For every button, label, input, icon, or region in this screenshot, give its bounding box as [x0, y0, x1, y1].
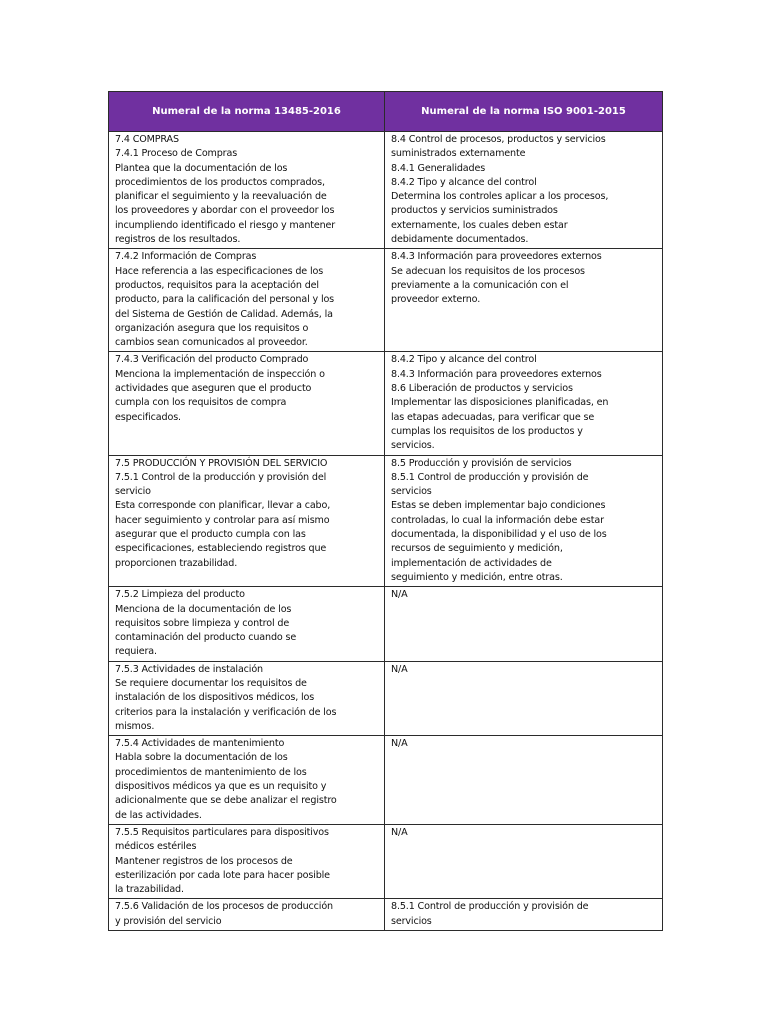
- cell-text-line: Plantea que la documentación de los: [115, 162, 288, 174]
- cell-text-line: los proveedores y abordar con el proveedor los: [115, 205, 335, 217]
- cell-text-line: seguimiento y medición, entre otras.: [391, 571, 563, 583]
- cell-iso-9001: [385, 899, 663, 931]
- cell-text-line: Hace referencia a las especificaciones de los: [115, 265, 324, 277]
- cell-text-line: 8.5 Producción y provisión de servicios: [391, 457, 572, 469]
- table-row: [109, 455, 663, 587]
- cell-text-line: Implementar las disposiciones planificadas, en: [391, 397, 609, 409]
- cell-text-line: 7.5.5 Requisitos particulares para dispositivos: [115, 826, 329, 838]
- cell-text-line: hacer seguimiento y controlar para así mismo: [115, 514, 330, 526]
- cell-text-line: servicio: [115, 486, 151, 498]
- cell-text-line: 7.5.4 Actividades de mantenimiento: [115, 738, 285, 750]
- cell-iso-13485: [109, 455, 385, 587]
- cell-text-line: Se adecuan los requisitos de los procesos: [391, 265, 585, 277]
- cell-iso-13485: [109, 661, 385, 735]
- header-row: [109, 92, 663, 132]
- cell-text-line: 8.5.1 Control de producción y provisión de: [391, 471, 589, 483]
- cell-text-line: Esta corresponde con planificar, llevar a cabo,: [115, 500, 331, 512]
- cell-text-line: controladas, lo cual la información debe estar: [391, 514, 604, 526]
- cell-text-line: especificados.: [115, 411, 181, 423]
- header-iso-13485: Numeral de la norma 13485-2016: [109, 92, 385, 132]
- cell-text-line: Estas se deben implementar bajo condiciones: [391, 500, 606, 512]
- cell-iso-13485: [109, 899, 385, 931]
- norm-comparison-table: [108, 91, 663, 931]
- cell-text-line: planificar el seguimiento y la reevaluación de: [115, 191, 327, 203]
- cell-text-line: requiera.: [115, 646, 157, 658]
- cell-text-line: 7.5.2 Limpieza del producto: [115, 589, 245, 601]
- cell-text-line: cambios sean comunicados al proveedor.: [115, 337, 308, 349]
- cell-text-line: asegurar que el producto cumpla con las: [115, 529, 306, 541]
- cell-text-line: procedimientos de mantenimiento de los: [115, 766, 307, 778]
- cell-text-line: 7.4.3 Verificación del producto Comprado: [115, 354, 309, 366]
- cell-text-line: 8.4 Control de procesos, productos y servicios: [391, 134, 606, 145]
- cell-text-line: requisitos sobre limpieza y control de: [115, 617, 290, 629]
- table-row: [109, 736, 663, 825]
- table-row: [109, 899, 663, 931]
- cell-iso-13485: [109, 587, 385, 661]
- cell-text-line: esterilización por cada lote para hacer posible: [115, 869, 330, 881]
- cell-iso-13485: [109, 132, 385, 249]
- cell-text-line: productos y servicios suministrados: [391, 205, 558, 217]
- cell-iso-9001: [385, 132, 663, 249]
- cell-text-line: servicios.: [391, 440, 435, 452]
- table-row: [109, 661, 663, 735]
- cell-text-line: las etapas adecuadas, para verificar que se: [391, 411, 595, 423]
- cell-text-line: 7.5.3 Actividades de instalación: [115, 663, 263, 675]
- cell-text-line: implementación de actividades de: [391, 557, 552, 569]
- cell-text-line: 7.5.1 Control de la producción y provisión del: [115, 471, 327, 483]
- cell-text-line: 8.4.1 Generalidades: [391, 162, 486, 174]
- cell-text-line: incumpliendo identificado el riesgo y mantener: [115, 219, 336, 231]
- cell-iso-9001: [385, 661, 663, 735]
- cell-text-line: cumpla con los requisitos de compra: [115, 397, 287, 409]
- cell-text-line: la trazabilidad.: [115, 884, 184, 896]
- cell-text-line: previamente a la comunicación con el: [391, 279, 569, 291]
- cell-text-line: instalación de los dispositivos médicos, los: [115, 692, 315, 704]
- cell-text-line: Habla sobre la documentación de los: [115, 752, 288, 764]
- cell-text-line: servicios: [391, 486, 432, 498]
- cell-text-line: N/A: [391, 663, 408, 675]
- cell-text-line: actividades que aseguren que el producto: [115, 383, 312, 395]
- cell-text-line: Determina los controles aplicar a los procesos,: [391, 191, 609, 203]
- cell-text-line: 8.6 Liberación de productos y servicios: [391, 383, 573, 395]
- cell-text-line: del Sistema de Gestión de Calidad. Además, la: [115, 308, 333, 320]
- cell-text-line: proveedor externo.: [391, 294, 481, 306]
- cell-iso-9001: [385, 736, 663, 825]
- table-header: [109, 92, 663, 132]
- cell-text-line: Menciona la implementación de inspección o: [115, 368, 325, 380]
- cell-text-line: servicios: [391, 915, 432, 927]
- cell-text-line: N/A: [391, 826, 408, 838]
- table-body: [109, 132, 663, 931]
- cell-iso-9001: [385, 249, 663, 352]
- cell-text-line: dispositivos médicos ya que es un requisito y: [115, 781, 327, 793]
- cell-text-line: 8.5.1 Control de producción y provisión de: [391, 901, 589, 913]
- cell-text-line: organización asegura que los requisitos o: [115, 322, 309, 334]
- table-row: [109, 352, 663, 455]
- cell-iso-9001: [385, 587, 663, 661]
- cell-text-line: debidamente documentados.: [391, 234, 529, 246]
- cell-text-line: médicos estériles: [115, 841, 197, 853]
- cell-iso-13485: [109, 249, 385, 352]
- cell-text-line: 8.4.2 Tipo y alcance del control: [391, 176, 537, 188]
- cell-iso-13485: [109, 736, 385, 825]
- cell-text-line: N/A: [391, 738, 408, 750]
- cell-iso-9001: [385, 455, 663, 587]
- cell-text-line: producto, para la calificación del personal y los: [115, 294, 335, 306]
- cell-text-line: suministrados externamente: [391, 148, 526, 160]
- cell-text-line: y provisión del servicio: [115, 915, 222, 927]
- cell-text-line: N/A: [391, 589, 408, 601]
- cell-text-line: 7.5 PRODUCCIÓN Y PROVISIÓN DEL SERVICIO: [115, 457, 328, 469]
- cell-text-line: 7.4.1 Proceso de Compras: [115, 148, 238, 160]
- cell-text-line: Mantener registros de los procesos de: [115, 855, 293, 867]
- cell-text-line: 7.4.2 Información de Compras: [115, 251, 257, 263]
- cell-text-line: contaminación del producto cuando se: [115, 632, 297, 644]
- cell-text-line: productos, requisitos para la aceptación del: [115, 279, 319, 291]
- cell-text-line: mismos.: [115, 720, 155, 732]
- cell-iso-13485: [109, 352, 385, 455]
- cell-text-line: procedimientos de los productos comprados,: [115, 176, 325, 188]
- table-row: [109, 587, 663, 661]
- cell-text-line: especificaciones, estableciendo registros que: [115, 543, 327, 555]
- cell-iso-13485: [109, 824, 385, 898]
- cell-text-line: cumplas los requisitos de los productos y: [391, 425, 583, 437]
- header-iso-9001: Numeral de la norma ISO 9001-2015: [385, 92, 663, 132]
- cell-text-line: adicionalmente que se debe analizar el registro: [115, 795, 337, 807]
- table-row: [109, 824, 663, 898]
- table-row: [109, 249, 663, 352]
- table-row: [109, 132, 663, 249]
- cell-text-line: documentada, la disponibilidad y el uso de los: [391, 529, 607, 541]
- cell-text-line: 8.4.2 Tipo y alcance del control: [391, 354, 537, 366]
- cell-text-line: 8.4.3 Información para proveedores externos: [391, 368, 602, 380]
- cell-text-line: Menciona de la documentación de los: [115, 603, 292, 615]
- cell-text-line: 7.4 COMPRAS: [115, 134, 179, 145]
- cell-text-line: criterios para la instalación y verificación de los: [115, 706, 337, 718]
- cell-text-line: Se requiere documentar los requisitos de: [115, 677, 307, 689]
- cell-text-line: de las actividades.: [115, 809, 202, 821]
- cell-text-line: recursos de seguimiento y medición,: [391, 543, 563, 555]
- cell-text-line: 7.5.6 Validación de los procesos de producción: [115, 901, 333, 913]
- cell-iso-9001: [385, 352, 663, 455]
- cell-text-line: 8.4.3 Información para proveedores externos: [391, 251, 602, 263]
- cell-text-line: externamente, los cuales deben estar: [391, 219, 568, 231]
- cell-text-line: registros de los resultados.: [115, 234, 241, 246]
- cell-text-line: proporcionen trazabilidad.: [115, 557, 238, 569]
- cell-iso-9001: [385, 824, 663, 898]
